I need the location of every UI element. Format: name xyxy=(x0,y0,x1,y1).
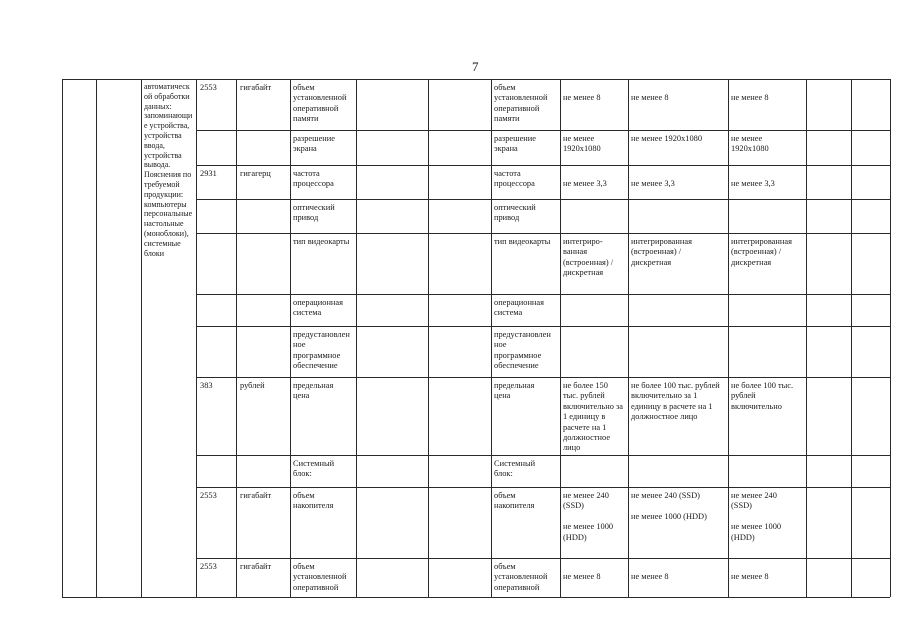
row-divider xyxy=(196,455,890,456)
value-category-2: не менее 8 xyxy=(631,572,669,581)
value-category-1: не менее 8 xyxy=(563,93,601,102)
column-divider xyxy=(290,79,291,597)
column-divider xyxy=(356,79,357,597)
characteristic-code: 383 xyxy=(200,381,213,390)
characteristic-name: объем установленной оперативной xyxy=(293,562,347,592)
characteristic-code: 2553 xyxy=(200,491,217,500)
column-divider xyxy=(141,79,142,597)
characteristic-name-approved: предустановлен ное программное обеспечение xyxy=(494,330,551,371)
value-category-2: не менее 1920x1080 xyxy=(631,134,703,143)
product-description: автоматическ ой обработки данных: запоминающи е устройства, устройства ввода, устройства вывода. Пояснения по требуемой продукции: компьютеры персональные настольные (моноблоки), системные блоки xyxy=(144,82,193,258)
value-category-2: не менее 3,3 xyxy=(631,179,675,188)
page-number: 7 xyxy=(472,59,479,74)
row-divider xyxy=(196,558,890,559)
value-category-3: не менее 240 (SSD) не менее 1000 (HDD) xyxy=(731,491,782,542)
column-divider xyxy=(560,79,561,597)
value-category-3: не менее 1920x1080 xyxy=(731,134,769,154)
column-divider xyxy=(428,79,429,597)
characteristic-name-approved: оптический привод xyxy=(494,203,536,223)
row-divider xyxy=(196,199,890,200)
column-divider xyxy=(851,79,852,597)
characteristic-name: предустановлен ное программное обеспечение xyxy=(293,330,350,371)
characteristic-name: тип видеокарты xyxy=(293,237,350,246)
characteristic-name: частота процессора xyxy=(293,169,334,189)
characteristic-name-approved: разрешение экрана xyxy=(494,134,536,154)
row-divider xyxy=(196,377,890,378)
characteristic-name: предельная цена xyxy=(293,381,334,401)
characteristic-code: 2553 xyxy=(200,562,217,571)
row-divider xyxy=(196,233,890,234)
value-category-2: интегрированная (встроенная) / дискретная xyxy=(631,237,692,267)
row-divider xyxy=(196,487,890,488)
characteristic-code: 2931 xyxy=(200,169,217,178)
characteristic-name: оптический привод xyxy=(293,203,335,223)
characteristic-name: разрешение экрана xyxy=(293,134,335,154)
value-category-1: не менее 8 xyxy=(563,572,601,581)
value-category-1: интегриро- ванная (встроенная) / дискретная xyxy=(563,237,614,278)
value-category-3: не более 100 тыс. рублей включительно xyxy=(731,381,794,411)
characteristic-name-approved: тип видеокарты xyxy=(494,237,551,246)
value-category-1: не менее 3,3 xyxy=(563,179,607,188)
characteristic-name-approved: Системный блок: xyxy=(494,459,536,479)
value-category-2: не более 100 тыс. рублей включительно за 1 единицу в расчете на 1 должностное лицо xyxy=(631,381,720,422)
column-divider xyxy=(196,79,197,597)
characteristic-name: Системный блок: xyxy=(293,459,335,479)
characteristic-name-approved: объем установленной оперативной памяти xyxy=(494,83,548,124)
characteristic-name-approved: частота процессора xyxy=(494,169,535,189)
table-border-bottom xyxy=(62,597,890,598)
value-category-1: не менее 1920x1080 xyxy=(563,134,601,154)
characteristic-name: объем установленной оперативной памяти xyxy=(293,83,347,124)
unit-of-measure: гигабайт xyxy=(240,83,272,92)
column-divider xyxy=(806,79,807,597)
unit-of-measure: рублей xyxy=(240,381,265,390)
column-divider xyxy=(491,79,492,597)
characteristic-name-approved: объем установленной оперативной xyxy=(494,562,548,592)
value-category-2: не менее 8 xyxy=(631,93,669,102)
column-divider xyxy=(96,79,97,597)
characteristic-name-approved: операционная система xyxy=(494,298,544,318)
characteristic-name: операционная система xyxy=(293,298,343,318)
unit-of-measure: гигагерц xyxy=(240,169,271,178)
row-divider xyxy=(196,326,890,327)
value-category-3: не менее 3,3 xyxy=(731,179,775,188)
value-category-1: не более 150 тыс. рублей включительно за 1 единицу в расчете на 1 должностное лицо xyxy=(563,381,623,453)
table-border-top xyxy=(62,79,890,80)
column-divider xyxy=(628,79,629,597)
column-divider xyxy=(728,79,729,597)
value-category-3: не менее 8 xyxy=(731,93,769,102)
row-divider xyxy=(196,130,890,131)
characteristic-name-approved: предельная цена xyxy=(494,381,535,401)
value-category-3: интегрированная (встроенная) / дискретная xyxy=(731,237,792,267)
unit-of-measure: гигабайт xyxy=(240,562,272,571)
column-divider xyxy=(890,79,891,597)
characteristic-name: объем накопителя xyxy=(293,491,334,511)
value-category-1: не менее 240 (SSD) не менее 1000 (HDD) xyxy=(563,491,614,542)
characteristic-code: 2553 xyxy=(200,83,217,92)
row-divider xyxy=(196,294,890,295)
unit-of-measure: гигабайт xyxy=(240,491,272,500)
value-category-2: не менее 240 (SSD) не менее 1000 (HDD) xyxy=(631,491,707,521)
column-divider xyxy=(236,79,237,597)
column-divider xyxy=(62,79,63,597)
value-category-3: не менее 8 xyxy=(731,572,769,581)
characteristic-name-approved: объем накопителя xyxy=(494,491,535,511)
row-divider xyxy=(196,165,890,166)
